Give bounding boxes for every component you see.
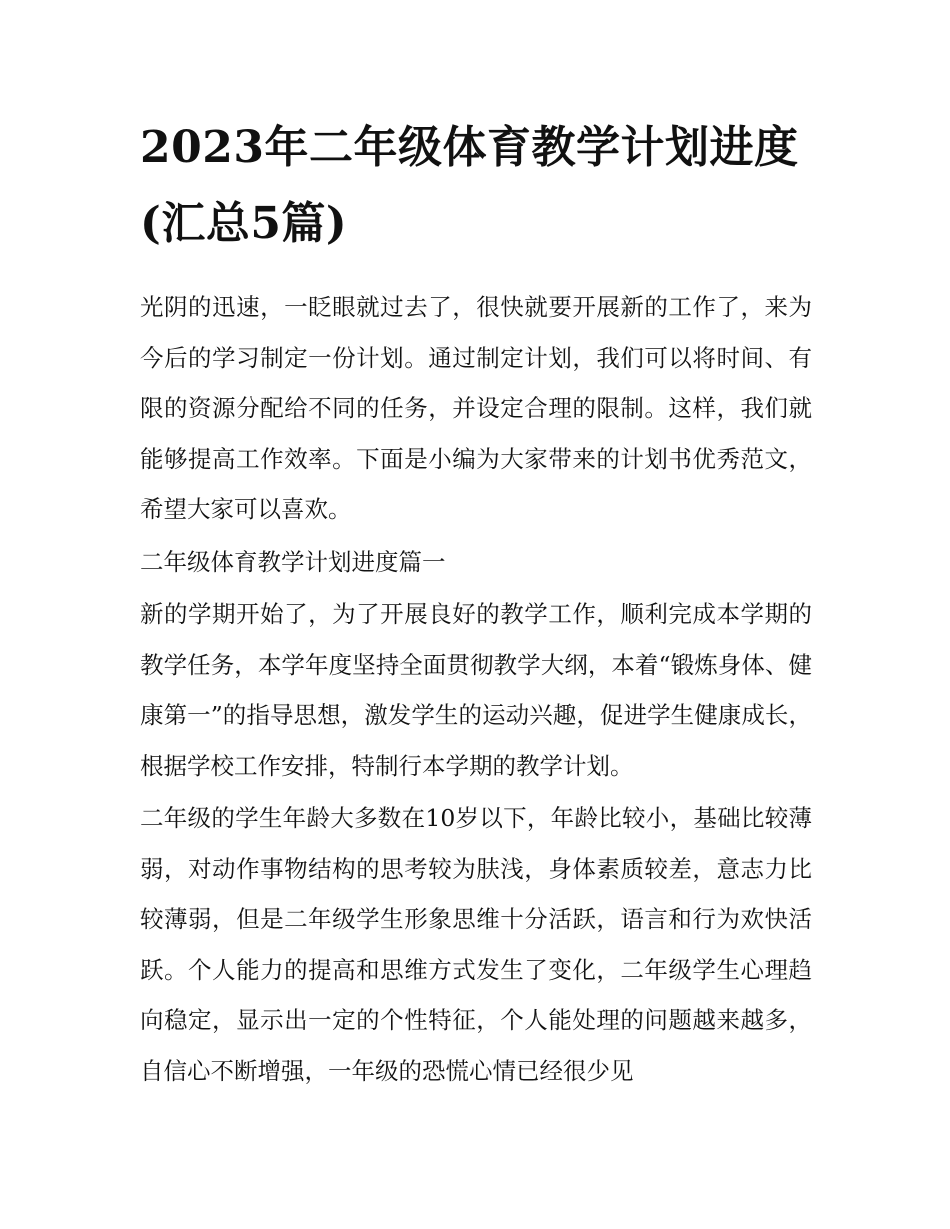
body-paragraph: 二年级的学生年龄大多数在10岁以下，年龄比较小，基础比较薄弱，对动作事物结构的思考较为肤浅，身体素质较差，意志力比较薄弱，但是二年级学生形象思维十分活跃，语言和行为欢快活跃。个人能力的提高和思维方式发生了变化，二年级学生心理趋向稳定，显示出一定的个性特征，个人能处理的问题越来越多，自信心不断增强，一年级的恐慌心情已经很少见 (140, 804, 812, 1085)
section-heading: 二年级体育教学计划进度篇一 (140, 547, 446, 576)
body-paragraph: 新的学期开始了，为了开展良好的教学工作，顺利完成本学期的教学任务，本学年度坚持全面贯彻教学大纲，本着“锻炼身体、健康第一”的指导思想，激发学生的运动兴趣，促进学生健康成长，根据学校工作安排，特制行本学期的教学计划。 (140, 600, 812, 780)
intro-paragraph: 光阴的迅速，一眨眼就过去了，很快就要开展新的工作了，来为今后的学习制定一份计划。通过制定计划，我们可以将时间、有限的资源分配给不同的任务，并设定合理的限制。这样，我们就能够提高工作效率。下面是小编为大家带来的计划书优秀范文，希望大家可以喜欢。 (140, 293, 812, 523)
document-body (140, 110, 812, 1098)
document-title: 2023年二年级体育教学计划进度(汇总5篇) (140, 122, 799, 249)
